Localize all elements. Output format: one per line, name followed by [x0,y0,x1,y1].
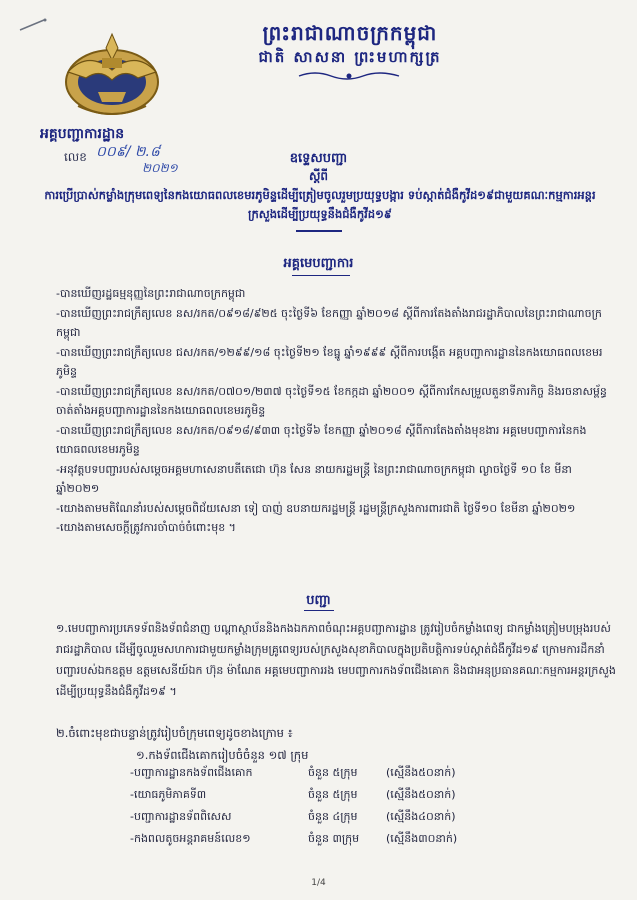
reference-number-label: លេខ [64,150,87,164]
list-item: -បានឃើញព្រះរាជក្រឹត្យលេខ ជស/រកត/១២៩៩/១៨ ចុះថ្ងៃទី២១ ខែធ្នូ ឆ្នាំ១៩៩៩ ស្តីពីការបង្កើត អគ្គបញ្ជាការដ្ឋាននៃកងយោធពលខេមរភូមិន្ទ [56,345,603,378]
order-paragraph-2: ២.ចំពោះមុខជាបន្ទាន់ត្រូវរៀបចំក្រុមពេទ្យដូចខាងក្រោម ៖ [56,726,293,740]
unit-allocation-list [130,766,570,854]
unit-name: -យោធភូមិភាគទី៣ [130,788,207,801]
ornament-divider-icon [295,70,403,82]
list-item: -បានឃើញព្រះរាជក្រឹត្យលេខ នស/រកត/០៩១៨/៩២៥ ចុះថ្ងៃទី៦ ខែកញ្ញា ឆ្នាំ២០១៨ ស្តីពីការតែងតាំងរាជរដ្ឋាភិបាលនៃព្រះរាជាណាចក្រកម្ពុជា [56,306,602,339]
order-subparagraph: ១.កងទ័ពជើងគោករៀបចំចំនួន ១៧ ក្រុម [136,748,309,762]
unit-count: ចំនួន ៤ក្រុម [308,810,358,823]
page-number: 1/4 [311,878,326,888]
reference-number: ០០៩/ ២.៨ [96,144,160,160]
unit-count: ចំនួន ៥ក្រុម [308,766,358,779]
unit-name: -កងពលតូចអន្តរាគមន៍លេខ១ [130,832,251,845]
unit-count: ចំនួន ៣ក្រុម [308,832,360,845]
national-motto: ជាតិ សាសនា ព្រះមហាក្សត្រ [258,48,442,66]
document-subject: ការប្រើប្រាស់កម្លាំងក្រុមពេទ្យនៃកងយោធពលខេមរភូមិន្ទដើម្បីត្រៀមចូលរួមប្រយុទ្ធបង្ការ ទប់ស្កាត់ជំងឺកូវីដ១៩ជាមួយគណៈកម្មការអន្តរក្រសួងដើម្បីប្រយុទ្ធនឹងជំងឺកូវីដ១៩ [44,188,596,221]
order-paragraph-1: ១.មេបញ្ជាការប្រភេទទ័ពនិងទ័ពជំនាញ បណ្តាស្ថាប័ននិងកងឯកភាពចំណុះអគ្គបញ្ជាការដ្ឋាន ត្រូវរៀបចំកម្លាំងពេទ្យ ជាកម្លាំងត្រៀមបម្រុងរបស់រាជរដ្ឋាភិបាល ដើម្បីចូលរួមសហការជាមួយកម្លាំងក្រុមគ្រូពេទ្យរបស់ក្រសួងសុខាភិបាលក្នុងប្រតិបត្តិការទប់ស្កាត់ជំងឺកូវីដ១៩ ក្រោមការដឹកនាំបញ្ជារបស់ឯកឧត្តម ឧត្តមសេនីយ៍ឯក ហ៊ុន ម៉ាណែត អគ្គមេបញ្ជាការរង មេបញ្ជាការកងទ័ពជើងគោក និងជាអនុប្រធានគណៈកម្មការអន្តរក្រសួង ដើម្បីប្រយុទ្ធនឹងជំងឺកូវីដ១៩ ។ [56,622,616,698]
order-heading: បញ្ជា [306,593,331,608]
unit-note: (ស្មើនឹង៤០នាក់) [386,810,456,823]
list-item [130,766,570,788]
military-emblem-icon [58,30,166,122]
list-item [130,810,570,832]
divider [304,610,334,611]
unit-name: -បញ្ជាការដ្ឋានកងទ័ពជើងគោក [130,766,253,779]
unit-note: (ស្មើនឹង៥០នាក់) [386,766,456,779]
list-item: -បានឃើញព្រះរាជក្រឹត្យលេខ នស/រកត/០៩១៨/៩៣៣ ចុះថ្ងៃទី៦ ខែកញ្ញា ឆ្នាំ២០១៨ ស្តីពីការតែងតាំងមុខងារ អគ្គមេបញ្ជាការនៃកងយោធពលខេមរភូមិន្ទ [56,423,587,456]
document-type: ឧទ្ទេសបញ្ជា [289,151,348,166]
divider [296,230,342,232]
list-item: -អនុវត្តបទបញ្ជារបស់សម្តេចអគ្គមហាសេនាបតីតេជោ ហ៊ុន សែន នាយករដ្ឋមន្ត្រី នៃព្រះរាជាណាចក្រកម្ពុជា ល្ងាចថ្ងៃទី ១០ ខែ មីនា ឆ្នាំ២០២១ [56,462,572,495]
list-item: -បានឃើញព្រះរាជក្រឹត្យលេខ នស/រកត/០៧០១/២៣៧ ចុះថ្ងៃទី១៥ ខែកក្កដា ឆ្នាំ២០០១ ស្តីពីការកែសម្រួលតួនាទីភារកិច្ច និងរចនាសម្ព័ន្ធចាត់តាំងអគ្គបញ្ជាការដ្ឋាននៃកងយោធពលខេមរភូមិន្ទ [56,384,607,417]
document-about: ស្តីពី [308,169,329,183]
unit-name: -បញ្ជាការដ្ឋានទ័ពពិសេស [130,810,232,823]
list-item [130,832,570,854]
issuing-office: អគ្គបញ្ជាការដ្ឋាន [40,126,125,142]
list-item [130,788,570,810]
unit-count: ចំនួន ៥ក្រុម [308,788,358,801]
pen-mark-icon [18,18,48,32]
unit-note: (ស្មើនឹង៥០នាក់) [386,788,456,801]
legal-basis-list [56,284,616,538]
commander-heading: អគ្គមេបញ្ជាការ [283,256,354,271]
list-item: -បានឃើញរដ្ឋធម្មនុញ្ញនៃព្រះរាជាណាចក្រកម្ពុជា [56,287,246,300]
reference-year: ២០២១ [142,161,178,175]
kingdom-heading: ព្រះរាជាណាចក្រកម្ពុជា [262,21,438,45]
list-item: -យោងតាមមតិណែនាំរបស់សម្តេចពិជ័យសេនា ទៀ បាញ់ ឧបនាយករដ្ឋមន្ត្រី រដ្ឋមន្ត្រីក្រសួងការពារជាតិ ថ្ងៃទី១០ ខែមីនា ឆ្នាំ២០២១ [56,501,576,515]
divider [292,275,350,276]
unit-note: (ស្មើនឹង៣០នាក់) [386,832,458,845]
list-item: -យោងតាមសេចក្តីត្រូវការចាំបាច់ចំពោះមុខ ។ [56,521,236,534]
